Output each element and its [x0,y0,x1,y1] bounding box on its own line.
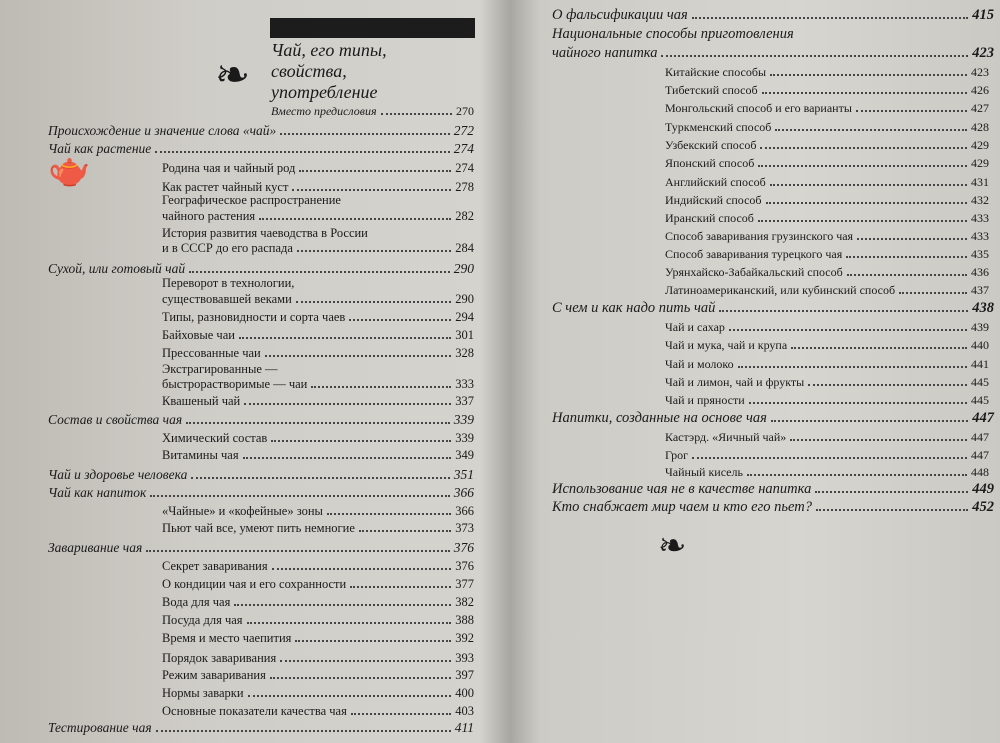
dot-leader [295,640,451,642]
page-number: 423 [971,65,989,79]
dot-leader [738,366,967,368]
page-number: 440 [971,338,989,352]
toc-entry [665,448,989,462]
dot-leader [311,386,451,388]
dot-leader [351,713,451,715]
toc-entry [271,104,474,118]
toc-entry [665,265,989,279]
dot-leader [189,271,450,273]
entry-title: Состав и свойства чая [48,412,183,427]
toc-entry-line1: Экстрагированные — [162,362,278,376]
page-number: 403 [455,704,474,718]
toc-entry [665,193,989,207]
toc-entry [162,310,474,324]
dot-leader [296,301,451,303]
toc-entry [665,120,989,134]
page-number: 432 [971,193,989,207]
entry-title: Квашеный чай [162,394,241,408]
dot-leader [719,310,968,312]
dot-leader [280,660,451,662]
dot-leader [297,250,451,252]
toc-entry [162,577,474,591]
toc-entry [665,375,989,389]
dot-leader [758,165,967,167]
entry-title: Чай и сахар [665,320,725,334]
toc-entry-line1: История развития чаеводства в России [162,226,368,240]
entry-title: Чайный кисель [665,465,743,479]
page-number: 449 [972,481,994,497]
page-number: 376 [455,559,474,573]
dot-leader [234,604,451,606]
toc-entry [552,301,994,315]
page-number: 447 [972,410,994,426]
dot-leader [350,586,451,588]
page-number: 415 [972,7,994,23]
toc-entry [162,631,474,645]
toc-entry-line1: Географическое распространение [162,193,341,207]
toc-entry [665,211,989,225]
entry-title: Индийский способ [665,193,762,207]
toc-entry [162,559,474,573]
toc-entry [665,338,989,352]
entry-title: Монгольский способ и его варианты [665,101,852,115]
dot-leader [247,622,452,624]
entry-title: Чай и здоровье человека [48,467,188,482]
page-number: 447 [971,430,989,444]
page-number: 429 [971,138,989,152]
page-number: 431 [971,175,989,189]
dot-leader [349,319,451,321]
toc-entry [48,541,474,555]
dot-leader [146,550,450,552]
page-number: 290 [455,292,474,306]
page-number: 427 [971,101,989,115]
page-number: 373 [455,521,474,535]
entry-title: Чай как напиток [48,485,147,500]
dot-leader [150,495,449,497]
entry-title: Происхождение и значение слова «чай» [48,123,277,138]
page-number: 284 [455,241,474,255]
toc-entry [665,283,989,297]
entry-title: существовавшей веками [162,292,292,306]
page-number: 393 [455,651,474,665]
entry-title: Режим заваривания [162,668,266,682]
dot-leader [156,730,451,732]
teapot-icon: 🫖 [48,152,91,189]
page-number: 366 [453,485,474,500]
dot-leader [186,422,450,424]
toc-entry [665,156,989,170]
entry-title: Основные показатели качества чая [162,704,347,718]
entry-title: Английский способ [665,175,766,189]
toc-entry [665,229,989,243]
entry-title: Пьют чай все, умеют пить немногие [162,521,355,535]
dot-leader [692,17,969,19]
entry-title: чайного напитка [552,45,658,61]
entry-title: Кто снабжает мир чаем и кто его пьет? [552,499,812,515]
toc-entry [552,500,994,514]
toc-entry [162,328,474,342]
dot-leader [770,74,967,76]
entry-title: Типы, разновидности и сорта чаев [162,310,346,324]
toc-entry [162,704,474,718]
dot-leader [790,439,967,441]
dot-leader [770,184,967,186]
heading-line-1: Чай, его типы, [271,40,387,60]
entry-title: Нормы заварки [162,686,244,700]
toc-entry [48,413,474,427]
entry-title: Урянхайско-Забайкальский способ [665,265,843,279]
dot-leader [856,110,967,112]
entry-title: Способ заваривания турецкого чая [665,247,843,261]
heading-line-3: употребление [271,82,378,102]
entry-title: Грог [665,448,689,462]
entry-title: Посуда для чая [162,613,243,627]
page-number: 445 [971,393,989,407]
entry-title: Заваривание чая [48,540,143,555]
dot-leader [259,218,451,220]
page-number: 433 [971,229,989,243]
toc-entry [665,65,989,79]
toc-entry [162,448,474,462]
dot-leader [299,170,451,172]
page-number: 382 [455,595,474,609]
toc-entry [162,595,474,609]
page-number: 397 [455,668,474,682]
page-number: 447 [971,448,989,462]
entry-title: «Чайные» и «кофейные» зоны [162,504,323,518]
page-number: 448 [971,465,989,479]
toc-entry [48,468,474,482]
toc-entry [665,83,989,97]
header-rule [270,18,475,38]
entry-title: Иранский способ [665,211,754,225]
page-number: 270 [456,104,474,118]
page-number: 400 [455,686,474,700]
toc-entry [665,175,989,189]
toc-entry [162,377,474,391]
toc-entry [162,686,474,700]
page-number: 333 [455,377,474,391]
dot-leader [816,509,968,511]
entry-title: Латиноамериканский, или кубинский способ [665,283,896,297]
dot-leader [729,329,967,331]
dot-leader [771,420,968,422]
dot-leader [749,402,967,404]
page-number: 278 [455,180,474,194]
dot-leader [847,274,967,276]
entry-title: и в СССР до его распада [162,241,293,255]
entry-title: Порядок заваривания [162,651,277,665]
dot-leader [762,92,967,94]
page-number: 349 [455,448,474,462]
dot-leader [808,384,967,386]
dot-leader [775,129,967,131]
page-number: 376 [453,540,474,555]
entry-title: Вместо предисловия [271,104,377,118]
toc-entry [552,411,994,425]
dot-leader [265,355,452,357]
page-number: 441 [971,357,989,371]
page-number: 274 [453,141,474,156]
toc-entry [162,668,474,682]
dot-leader [243,457,452,459]
toc-entry [552,8,994,22]
page-number: 435 [971,247,989,261]
dot-leader [857,238,967,240]
entry-title: Как растет чайный куст [162,180,289,194]
toc-entry [665,357,989,371]
heading-line-2: свойства, [271,61,347,81]
dot-leader [661,55,968,57]
dot-leader [692,457,967,459]
toc-entry [48,486,474,500]
swirl-ornament-icon: ❧ [215,53,251,99]
page-number: 377 [455,577,474,591]
toc-entry [665,247,989,261]
dot-leader [244,403,451,405]
right-page [520,0,1000,743]
toc-entry [162,161,474,175]
dot-leader [381,113,452,115]
page-number: 337 [455,394,474,408]
toc-entry [162,394,474,408]
page-number: 445 [971,375,989,389]
dot-leader [758,220,967,222]
dot-leader [766,202,967,204]
entry-title: Кастэрд. «Яичный чай» [665,430,787,444]
entry-title: Способ заваривания грузинского чая [665,229,854,243]
dot-leader [791,347,967,349]
toc-entry [665,101,989,115]
toc-entry [665,465,989,479]
entry-title: О фальсификации чая [552,7,688,23]
toc-entry [162,209,474,223]
toc-entry [162,180,474,194]
page-number: 274 [455,161,474,175]
swirl-ornament-icon: ❧ [658,528,687,565]
dot-leader [191,477,449,479]
entry-title: Японский способ [665,156,755,170]
entry-title: Чай как растение [48,141,152,156]
entry-title: Витамины чая [162,448,239,462]
entry-title: Узбекский способ [665,138,757,152]
toc-entry-line1: Национальные способы приготовления [552,26,794,42]
dot-leader [239,337,451,339]
entry-title: Чай и пряности [665,393,745,407]
page-number: 437 [971,283,989,297]
dot-leader [747,474,967,476]
page-number: 439 [971,320,989,334]
dot-leader [899,292,967,294]
entry-title: Напитки, созданные на основе чая [552,410,767,426]
toc-entry [665,320,989,334]
page-number: 301 [455,328,474,342]
dot-leader [760,147,967,149]
dot-leader [815,491,968,493]
entry-title: Вода для чая [162,595,231,609]
toc-entry [162,241,474,255]
toc-entry [162,521,474,535]
page-number: 290 [453,261,474,276]
dot-leader [359,530,451,532]
toc-entry [162,613,474,627]
page-number: 351 [453,467,474,482]
page-number: 339 [453,412,474,427]
toc-entry [48,124,474,138]
page-number: 426 [971,83,989,97]
toc-entry [162,504,474,518]
dot-leader [327,513,451,515]
toc-entry [48,142,474,156]
dot-leader [271,440,451,442]
dot-leader [846,256,967,258]
page-number: 339 [455,431,474,445]
page-number: 272 [453,123,474,138]
page-number: 392 [455,631,474,645]
toc-entry [665,138,989,152]
page-number: 429 [971,156,989,170]
page-number: 433 [971,211,989,225]
page-number: 328 [455,346,474,360]
toc-entry [162,431,474,445]
entry-title: Чай и лимон, чай и фрукты [665,375,805,389]
dot-leader [248,695,452,697]
entry-title: Чай и молоко [665,357,734,371]
toc-entry [665,393,989,407]
entry-title: Байховые чаи [162,328,235,342]
toc-entry [162,346,474,360]
page-number: 388 [455,613,474,627]
dot-leader [155,151,449,153]
entry-title: Сухой, или готовый чай [48,261,186,276]
entry-title: Туркменский способ [665,120,772,134]
entry-title: С чем и как надо пить чай [552,300,716,316]
page-number: 423 [972,45,994,61]
toc-entry [162,651,474,665]
entry-title: Тибетский способ [665,83,758,97]
toc-entry [552,46,994,60]
page-number: 438 [972,300,994,316]
toc-entry [665,430,989,444]
page-number: 294 [455,310,474,324]
page-number: 282 [455,209,474,223]
entry-title: Чай и мука, чай и крупа [665,338,788,352]
entry-title: Родина чая и чайный род [162,161,296,175]
entry-title: чайного растения [162,209,256,223]
toc-entry [48,262,474,276]
page-number: 452 [972,499,994,515]
entry-title: Секрет заваривания [162,559,268,573]
entry-title: О кондиции чая и его сохранности [162,577,347,591]
toc-entry [552,482,994,496]
page-number: 436 [971,265,989,279]
dot-leader [272,568,452,570]
entry-title: Использование чая не в качестве напитка [552,481,812,497]
dot-leader [270,677,451,679]
entry-title: Время и место чаепития [162,631,292,645]
page-number: 411 [454,720,474,735]
toc-entry-line1: Переворот в технологии, [162,276,295,290]
entry-title: Химический состав [162,431,268,445]
dot-leader [292,189,451,191]
toc-entry [48,721,474,735]
page-number: 428 [971,120,989,134]
entry-title: Тестирование чая [48,720,152,735]
chapter-heading [271,40,471,103]
entry-title: быстрорастворимые — чаи [162,377,308,391]
dot-leader [280,133,449,135]
toc-entry [162,292,474,306]
entry-title: Китайские способы [665,65,767,79]
entry-title: Прессованные чаи [162,346,261,360]
page-number: 366 [455,504,474,518]
